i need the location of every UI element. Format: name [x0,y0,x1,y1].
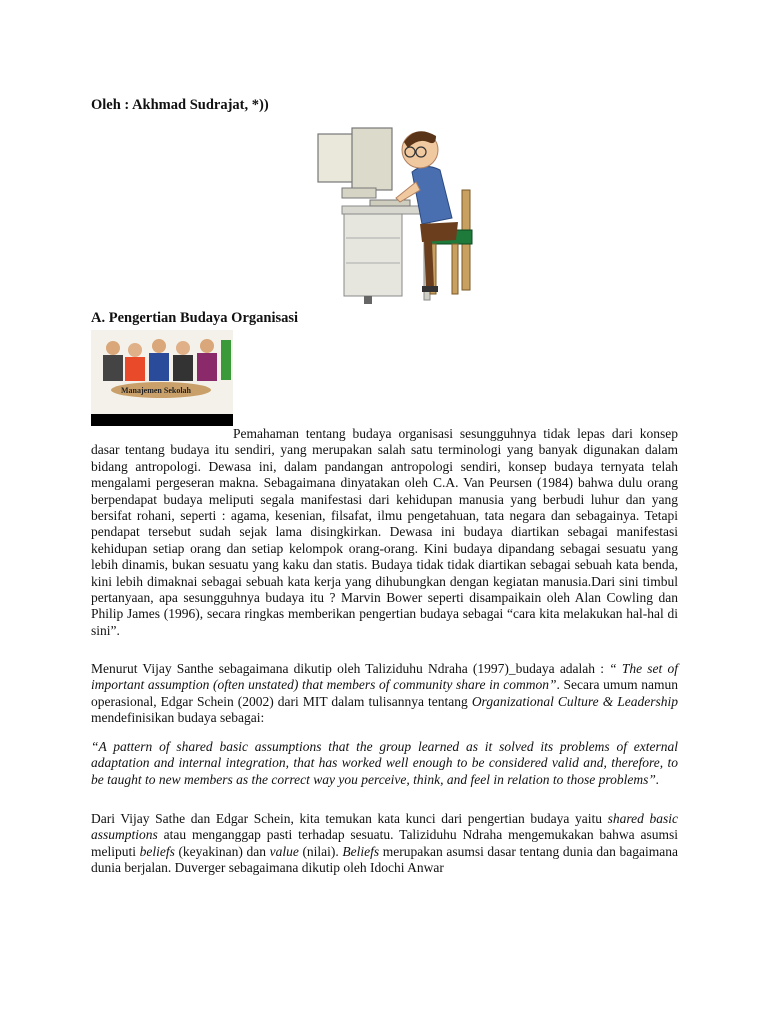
computer-user-illustration [312,118,492,308]
paragraph-2-text: mendefinisikan budaya sebagai: [91,710,265,726]
paragraph-4-text: Dari Vijay Sathe dan Edgar Schein, kita temukan kata kunci dari pengertian budaya yaitu [91,811,608,826]
paragraph-4-text: atau menganggap pasti terhadap sesuatu. Taliziduhu Ndraha mengemukakan bahwa asumsi meliputi [91,827,678,859]
paragraph-2-text: . Secara umum namun operasional, Edgar Schein (2002) dari MIT dalam tulisannya tentang [91,677,679,709]
paragraph-4-text: (nilai). [298,843,343,859]
paragraph-4 [91,811,678,877]
banner-caption: Manajemen Sekolah [121,386,191,395]
paragraph-3-quote: “A pattern of shared basic assumptions that the group learned as it solved its problems of external adaptation and internal integration, that has worked well enough to be considered valid and, therefore, to be taught to new members as the correct way you perceive, think, and feel in relation to those problems”. [91,739,678,787]
author-line: Oleh : Akhmad Sudrajat, *)) [91,97,269,113]
emph-italic: “ The set of important assumption (often unstated) that members of community share in common” [91,661,678,693]
paragraph-2 [91,661,678,727]
paragraph-2-text: Menurut Vijay Santhe sebagaimana dikutip oleh Taliziduhu Ndraha (1997)_budaya adalah : [91,661,610,676]
paragraph-1: Pemahaman tentang budaya organisasi sesungguhnya tidak lepas dari konsep dasar tentang budaya itu sendiri, yang merupakan salah satu terminologi yang banyak digunakan dalam bidang antropologi. Dewasa ini, dalam pandangan antropologi sendiri, konsep budaya ternyata telah mengalami pergeseran makna. Sebagaimana dinyatakan oleh C.A. Van Peursen (1984) bahwa dulu orang berpendapat budaya meliputi segala manifestasi dari kehidupan manusia yang berbudi luhur dan yang bersifat rohani, seperti : agama, kesenian, filsafat, ilmu pengetahuan, tata negara dan sebagainya. Tetapi pendapat tersebut sudah sejak lama disingkirkan. Dewasa ini budaya diartikan sebagai manifestasi kehidupan setiap orang dan setiap kelompok orang-orang. Kini budaya dipandang sebagai sesuatu yang lebih dinamis, bukan sesuatu yang kaku dan statis. Budaya tidak tidak diartikan sebagai sebuah kata benda, kini lebih dimaknai sebagai sebuah kata kerja yang dihubungkan dengan kegiatan manusia.Dari sini timbul pertanyaan, apa sesungguhnya budaya itu ? Marvin Bower seperti disampaikain oleh Alan Cowling dan Philip James (1996), secara ringkas memberikan pengertian budaya sebagai “cara kita melakukan hal-hal di sini”. [91,426,678,638]
emph-italic: Organizational Culture & Leadership [471,693,678,709]
emph-italic: Beliefs [342,843,380,859]
emph-italic: value [269,843,299,859]
meeting-people-illustration [91,330,233,414]
section-heading: A. Pengertian Budaya Organisasi [91,310,299,326]
school-management-banner [91,330,233,426]
emph-italic: shared basic assumptions [91,811,679,843]
banner-black-bar [91,414,233,426]
paragraph-4-text: merupakan asumsi dasar tentang dunia dan bagaimana dunia berjalan. Duverger sebagaimana dikutip oleh Idochi Anwar [91,843,678,876]
emph-italic: beliefs [139,843,175,859]
paragraph-4-text: (keyakinan) dan [174,843,270,859]
